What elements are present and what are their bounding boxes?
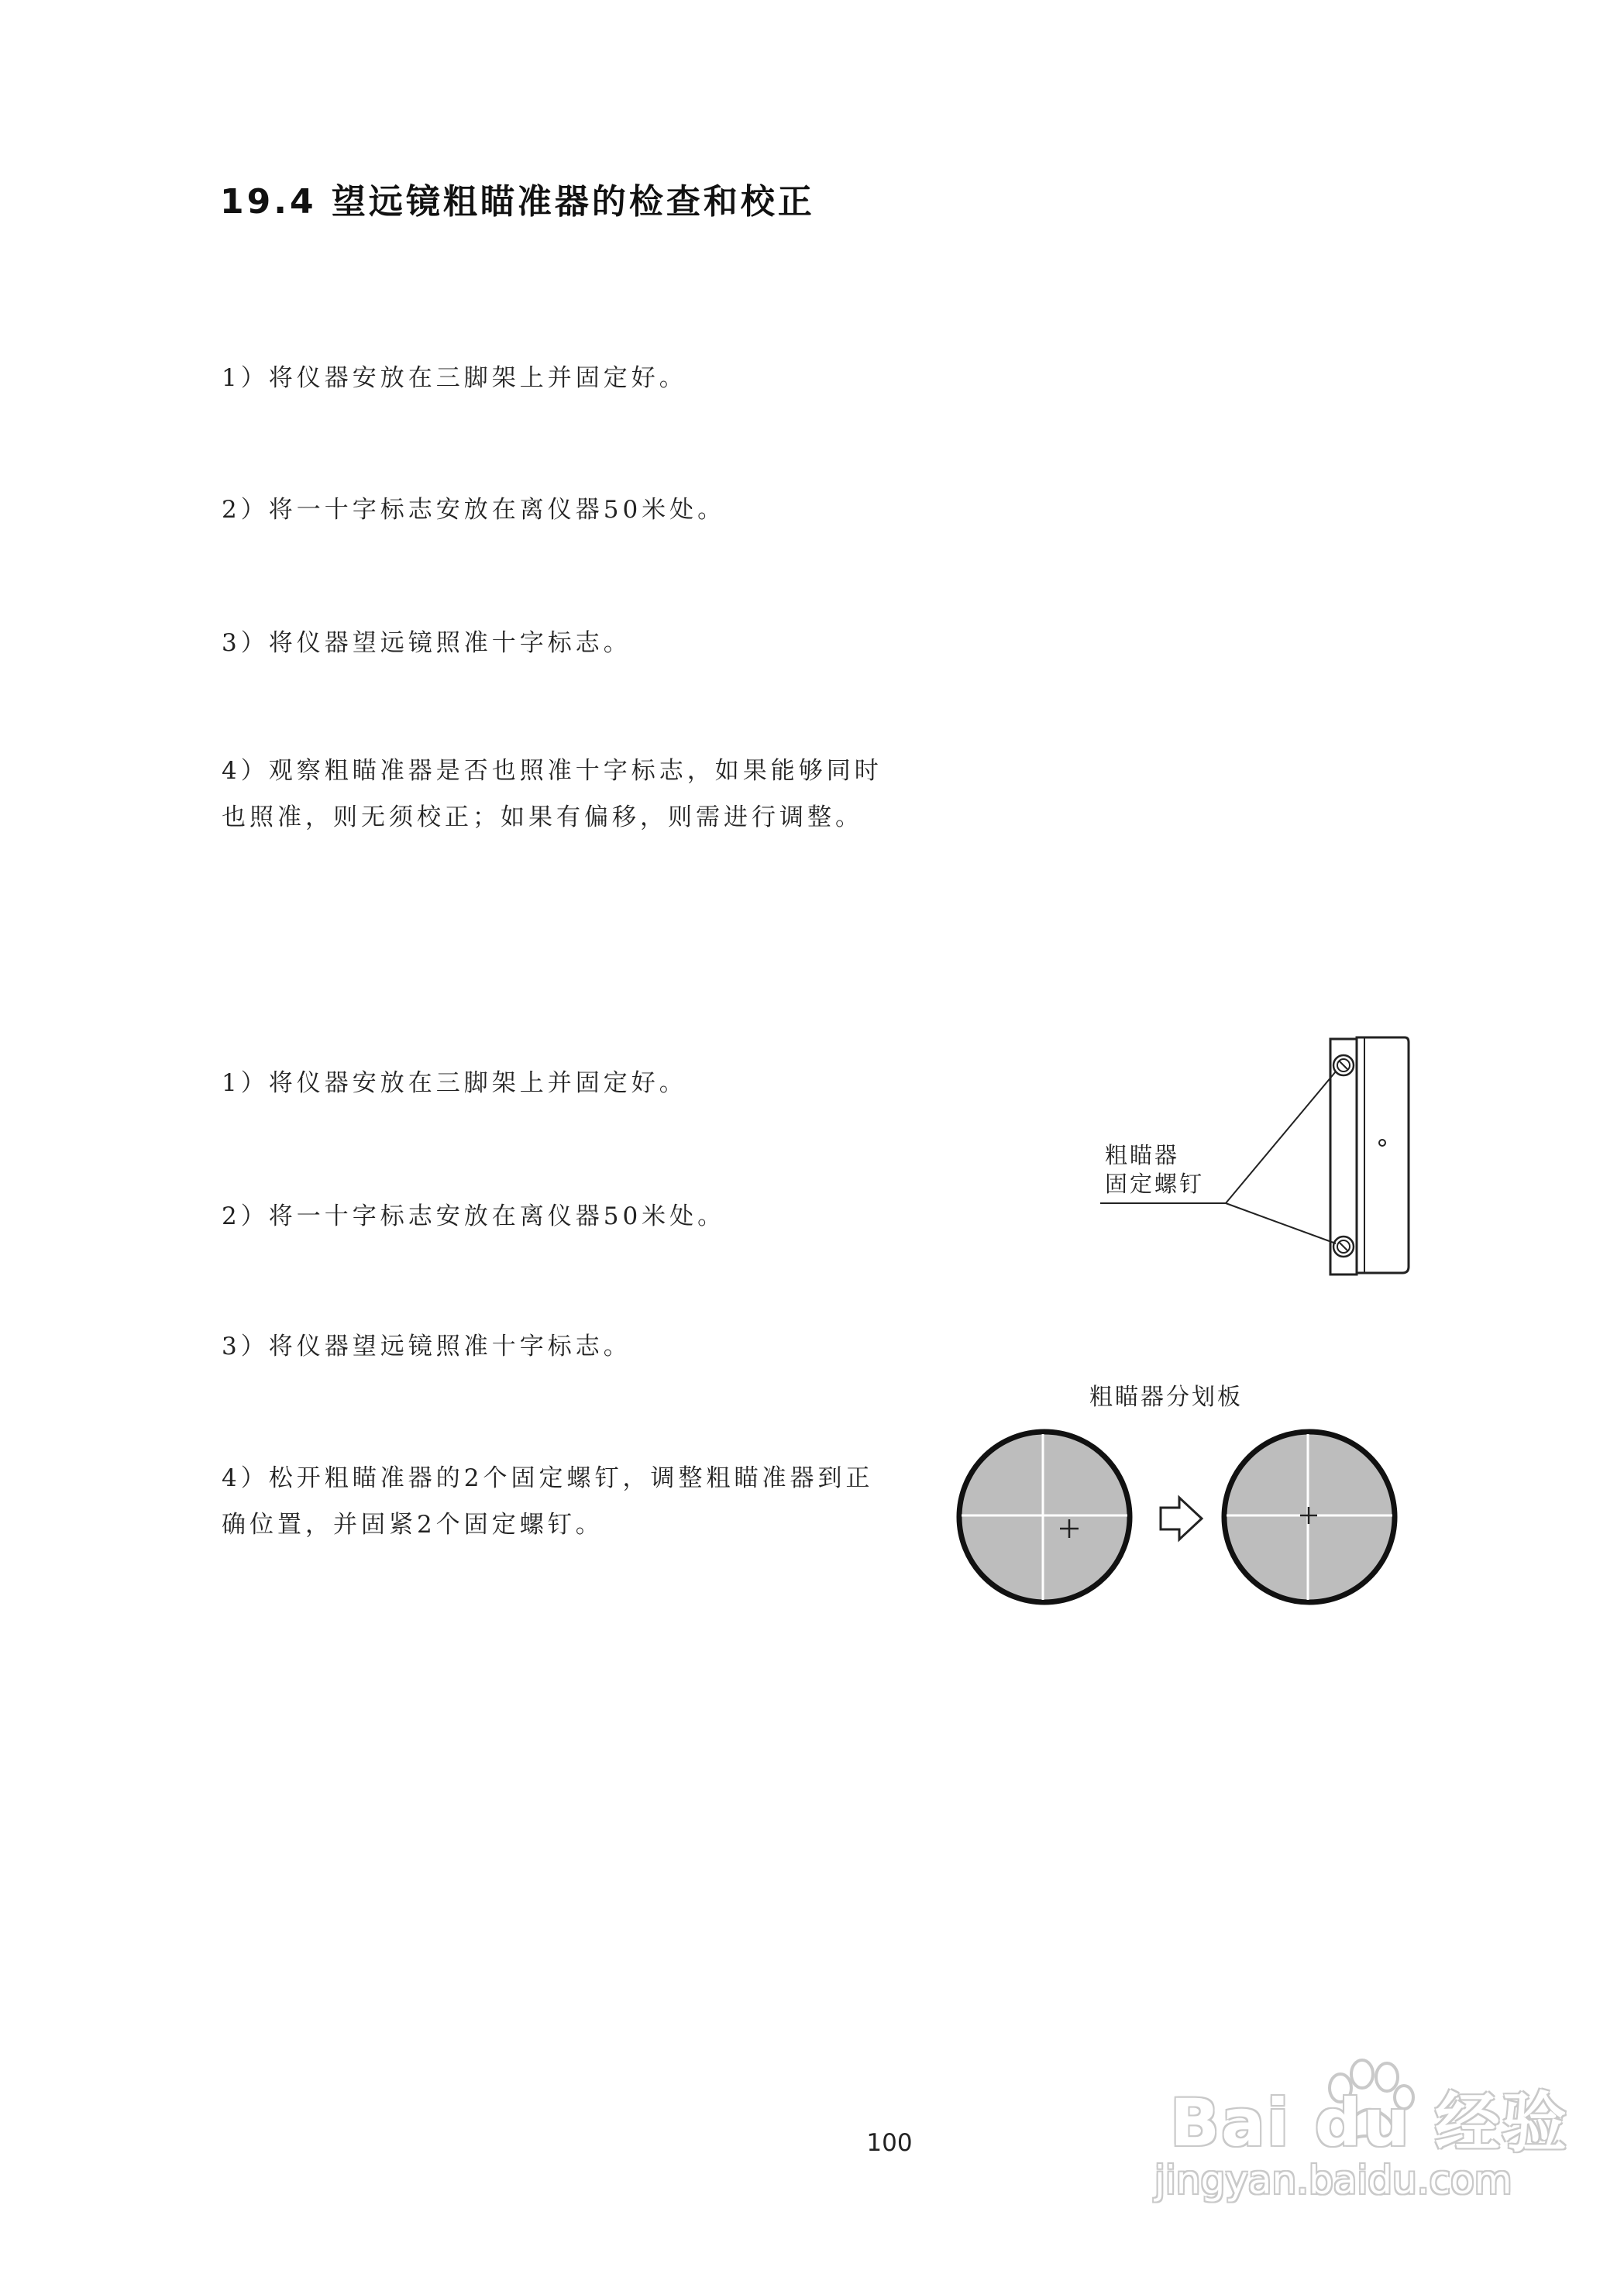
lower-screw-icon [1333, 1237, 1354, 1257]
check-step-4: 4）观察粗瞄准器是否也照准十字标志，如果能够同时也照准，则无须校正；如果有偏移，则需进行调整。 [222, 757, 883, 831]
reticle-before [959, 1432, 1130, 1602]
upper-screw-icon [1333, 1055, 1354, 1075]
check-step-1: 1）将仪器安放在三脚架上并固定好。 [222, 364, 687, 392]
section-heading: 19.4 望远镜粗瞄准器的检查和校正 [220, 182, 815, 222]
watermark-main: Bai du 经验 [1170, 2085, 1568, 2161]
page-number: 100 [866, 2129, 913, 2157]
reticle-adjustment-drawing [951, 1424, 1416, 1610]
check-step-3: 3）将仪器望远镜照准十字标志。 [222, 629, 631, 657]
adjust-step-3: 3）将仪器望远镜照准十字标志。 [222, 1333, 631, 1360]
adjust-step-1: 1）将仪器安放在三脚架上并固定好。 [222, 1069, 687, 1097]
watermark-url: jingyan.baidu.com [1154, 2158, 1512, 2203]
baidu-jingyan-watermark [1154, 2057, 1588, 2220]
leader-line-upper [1226, 1071, 1336, 1203]
screw-label-line2: 固定螺钉 [1105, 1171, 1205, 1197]
right-arrow-icon [1161, 1498, 1202, 1539]
check-step-2: 2）将一十字标志安放在离仪器50米处。 [222, 496, 726, 524]
adjust-step-4: 4）松开粗瞄准器的2个固定螺钉，调整粗瞄准器到正确位置，并固紧2个固定螺钉。 [222, 1464, 874, 1539]
screw-label-line1: 粗瞄器 [1105, 1142, 1180, 1168]
reticle-adjustment-figure [951, 1424, 1416, 1610]
finder-hole [1379, 1140, 1385, 1146]
adjust-step-2: 2）将一十字标志安放在离仪器50米处。 [222, 1202, 726, 1230]
finder-side-view-figure [1100, 1027, 1426, 1282]
reticle-caption: 粗瞄器分划板 [1089, 1384, 1243, 1411]
reticle-after [1224, 1432, 1395, 1602]
leader-line-lower [1226, 1203, 1336, 1243]
